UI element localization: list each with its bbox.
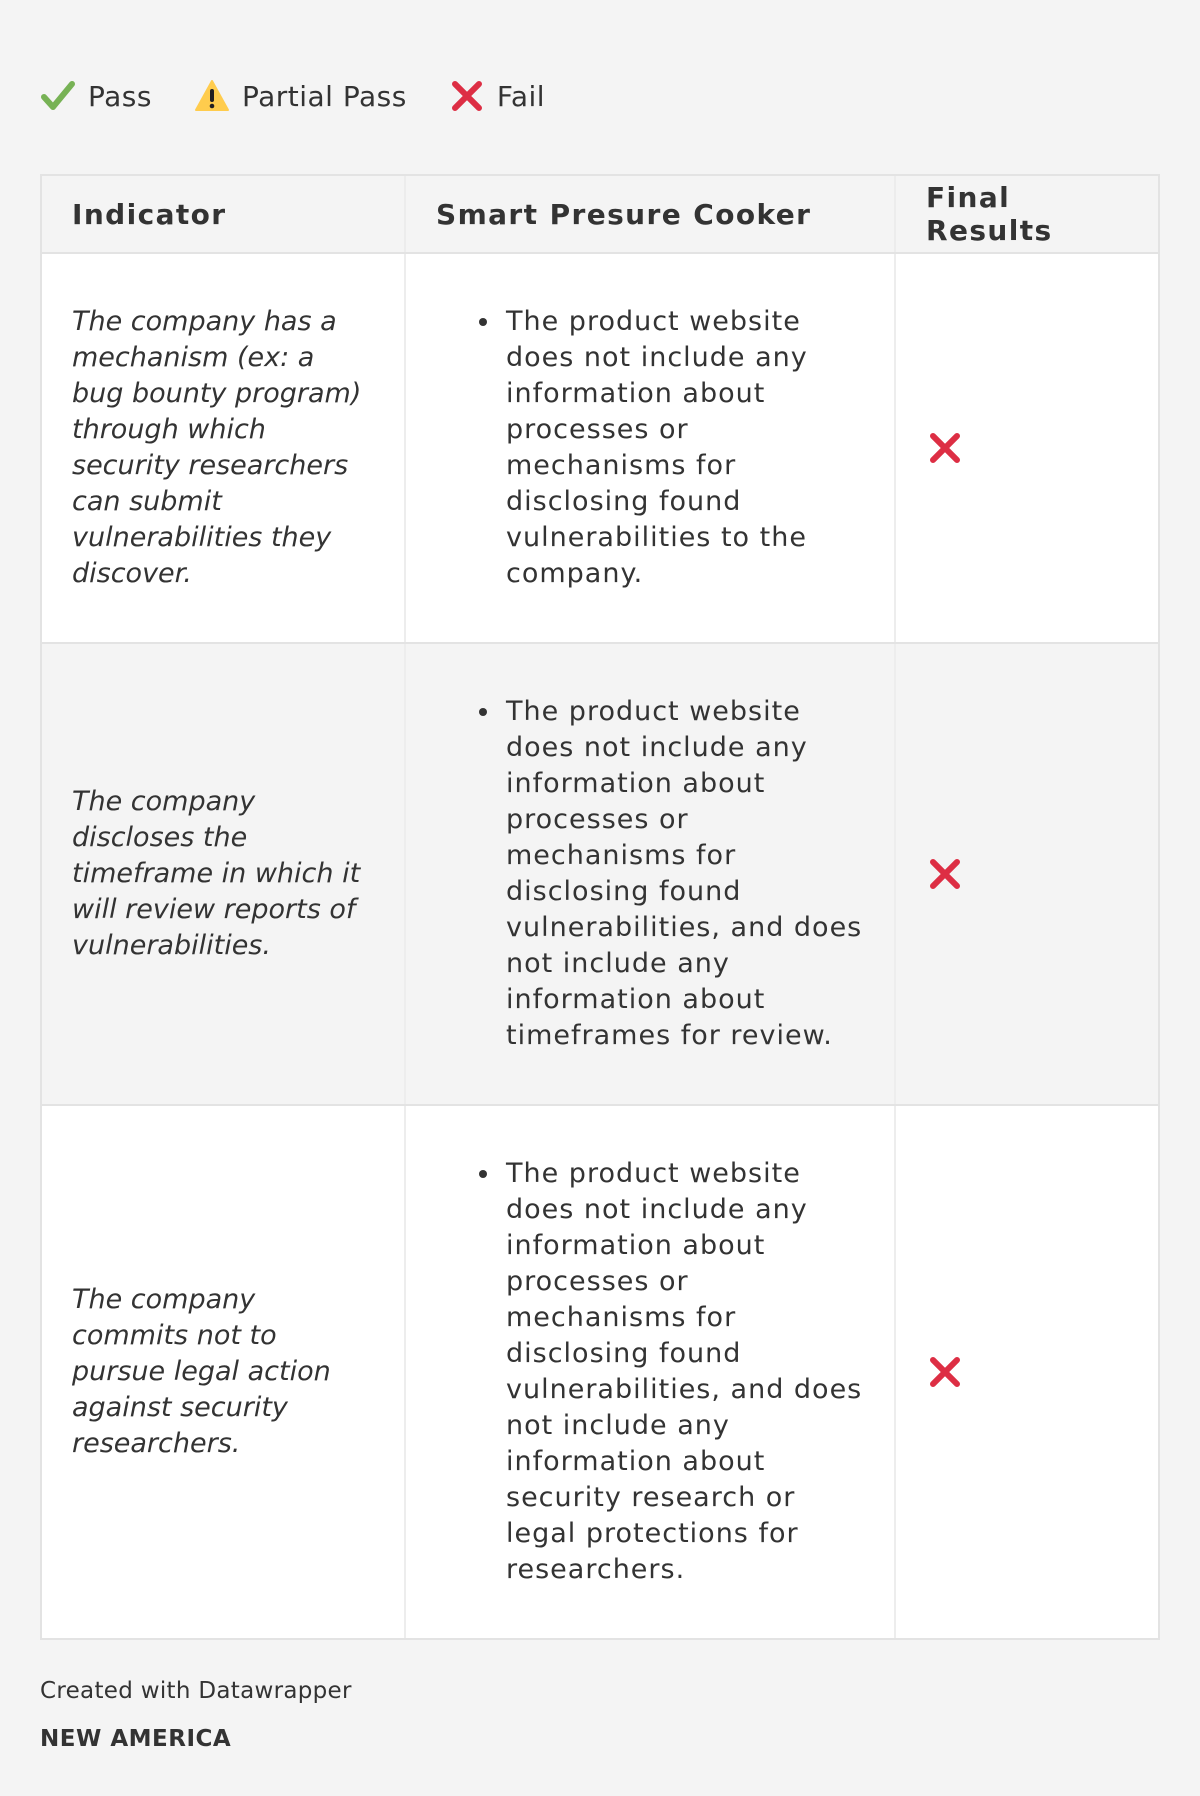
finding-list: [436, 1156, 864, 1588]
legend-item-partial-pass: [194, 78, 407, 114]
indicator-cell: [42, 1106, 404, 1638]
header-product: Smart Presure Cooker: [404, 176, 896, 252]
finding-cell: [404, 644, 896, 1104]
header-indicator: Indicator: [72, 197, 227, 231]
legend-item-fail: [449, 78, 545, 114]
legend-label-pass: Pass: [88, 79, 152, 113]
legend-label-partial-pass: Partial Pass: [241, 79, 407, 113]
warning-icon: [194, 78, 230, 114]
table-row: [42, 1106, 1158, 1640]
indicator-cell: [42, 644, 404, 1104]
cross-mark-icon: [926, 855, 964, 893]
finding-item: • The product website does not include any information about processes or mechanisms for disclosing found vulnerabilities, and does not include any information about timeframes for review.: [502, 694, 864, 1054]
finding-item: • The product website does not include any information about processes or mechanisms for disclosing found vulnerabilities, and does not include any information about security research or legal protections for researchers.: [502, 1156, 864, 1588]
table-row: [42, 254, 1158, 644]
indicator-text: The company commits not to pursue legal action against security researchers.: [72, 1284, 331, 1459]
check-mark-icon: [40, 78, 76, 114]
indicator-text: The company has a mechanism (ex: a bug bounty program) through which security researchers can submit vulnerabilities they discover.: [72, 306, 362, 589]
cross-mark-icon: [926, 1353, 964, 1391]
legend-label-fail: Fail: [496, 79, 546, 113]
results-table: [40, 174, 1160, 1640]
brand-name: NEW AMERICA: [40, 1726, 232, 1752]
table-header-row: [42, 176, 1158, 254]
finding-cell: [404, 254, 896, 642]
table-row: [42, 644, 1158, 1106]
datawrapper-credit: Created with Datawrapper: [40, 1678, 352, 1704]
finding-list: [436, 304, 864, 592]
header-final-results: Final Results: [926, 181, 1053, 247]
indicator-text: The company discloses the timeframe in which it will review reports of vulnerabilities.: [72, 786, 361, 961]
result-cell: [896, 254, 1158, 642]
result-cell: [896, 1106, 1158, 1638]
cross-mark-icon: [449, 78, 485, 114]
legend: [40, 74, 587, 118]
indicator-cell: [42, 254, 404, 642]
legend-item-pass: [40, 78, 152, 114]
result-cell: [896, 644, 1158, 1104]
finding-cell: [404, 1106, 896, 1638]
finding-item: • The product website does not include any information about processes or mechanisms for disclosing found vulnerabilities to the company.: [502, 304, 864, 592]
finding-list: [436, 694, 864, 1054]
cross-mark-icon: [926, 429, 964, 467]
